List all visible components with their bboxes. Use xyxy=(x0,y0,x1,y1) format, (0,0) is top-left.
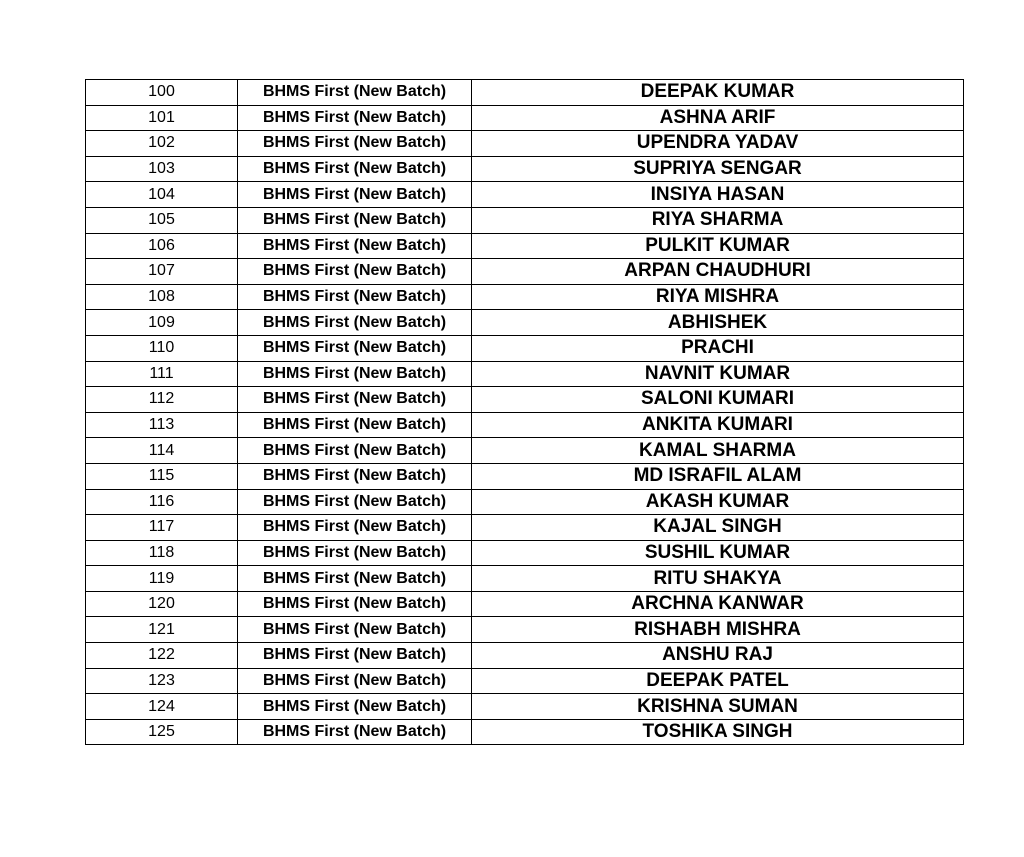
table-row xyxy=(86,361,964,387)
student-name-cell: KAJAL SINGH xyxy=(472,515,964,541)
table-row xyxy=(86,233,964,259)
serial-number-cell: 113 xyxy=(86,412,238,438)
student-name-cell: ASHNA ARIF xyxy=(472,105,964,131)
serial-number-cell: 102 xyxy=(86,131,238,157)
course-cell: BHMS First (New Batch) xyxy=(238,643,472,669)
table-row xyxy=(86,617,964,643)
table-row xyxy=(86,566,964,592)
course-cell: BHMS First (New Batch) xyxy=(238,694,472,720)
student-name-cell: ARCHNA KANWAR xyxy=(472,591,964,617)
course-cell: BHMS First (New Batch) xyxy=(238,335,472,361)
course-cell: BHMS First (New Batch) xyxy=(238,105,472,131)
course-cell: BHMS First (New Batch) xyxy=(238,387,472,413)
serial-number-cell: 100 xyxy=(86,80,238,106)
table-row xyxy=(86,259,964,285)
table-row xyxy=(86,643,964,669)
course-cell: BHMS First (New Batch) xyxy=(238,284,472,310)
student-name-cell: ARPAN CHAUDHURI xyxy=(472,259,964,285)
student-name-cell: RIYA SHARMA xyxy=(472,207,964,233)
table-row xyxy=(86,489,964,515)
course-cell: BHMS First (New Batch) xyxy=(238,131,472,157)
course-cell: BHMS First (New Batch) xyxy=(238,591,472,617)
table-row xyxy=(86,284,964,310)
table-row xyxy=(86,719,964,745)
course-cell: BHMS First (New Batch) xyxy=(238,463,472,489)
serial-number-cell: 120 xyxy=(86,591,238,617)
table-row xyxy=(86,156,964,182)
student-name-cell: ABHISHEK xyxy=(472,310,964,336)
course-cell: BHMS First (New Batch) xyxy=(238,719,472,745)
student-name-cell: KAMAL SHARMA xyxy=(472,438,964,464)
serial-number-cell: 111 xyxy=(86,361,238,387)
student-name-cell: SALONI KUMARI xyxy=(472,387,964,413)
course-cell: BHMS First (New Batch) xyxy=(238,207,472,233)
serial-number-cell: 112 xyxy=(86,387,238,413)
table-row xyxy=(86,182,964,208)
student-name-cell: TOSHIKA SINGH xyxy=(472,719,964,745)
student-name-cell: RIYA MISHRA xyxy=(472,284,964,310)
course-cell: BHMS First (New Batch) xyxy=(238,515,472,541)
table-row xyxy=(86,131,964,157)
student-name-cell: SUPRIYA SENGAR xyxy=(472,156,964,182)
course-cell: BHMS First (New Batch) xyxy=(238,540,472,566)
serial-number-cell: 105 xyxy=(86,207,238,233)
table-row xyxy=(86,463,964,489)
student-name-cell: ANKITA KUMARI xyxy=(472,412,964,438)
serial-number-cell: 110 xyxy=(86,335,238,361)
course-cell: BHMS First (New Batch) xyxy=(238,233,472,259)
serial-number-cell: 114 xyxy=(86,438,238,464)
table-row xyxy=(86,694,964,720)
serial-number-cell: 106 xyxy=(86,233,238,259)
student-name-cell: PRACHI xyxy=(472,335,964,361)
serial-number-cell: 107 xyxy=(86,259,238,285)
course-cell: BHMS First (New Batch) xyxy=(238,668,472,694)
student-name-cell: MD ISRAFIL ALAM xyxy=(472,463,964,489)
course-cell: BHMS First (New Batch) xyxy=(238,361,472,387)
student-name-cell: AKASH KUMAR xyxy=(472,489,964,515)
serial-number-cell: 108 xyxy=(86,284,238,310)
table-row xyxy=(86,335,964,361)
course-cell: BHMS First (New Batch) xyxy=(238,80,472,106)
serial-number-cell: 124 xyxy=(86,694,238,720)
serial-number-cell: 109 xyxy=(86,310,238,336)
course-cell: BHMS First (New Batch) xyxy=(238,438,472,464)
student-name-cell: DEEPAK PATEL xyxy=(472,668,964,694)
student-table-body xyxy=(86,80,964,745)
student-name-cell: ANSHU RAJ xyxy=(472,643,964,669)
serial-number-cell: 118 xyxy=(86,540,238,566)
serial-number-cell: 121 xyxy=(86,617,238,643)
serial-number-cell: 119 xyxy=(86,566,238,592)
course-cell: BHMS First (New Batch) xyxy=(238,259,472,285)
serial-number-cell: 122 xyxy=(86,643,238,669)
table-row xyxy=(86,310,964,336)
course-cell: BHMS First (New Batch) xyxy=(238,412,472,438)
serial-number-cell: 117 xyxy=(86,515,238,541)
table-row xyxy=(86,387,964,413)
student-name-cell: DEEPAK KUMAR xyxy=(472,80,964,106)
course-cell: BHMS First (New Batch) xyxy=(238,310,472,336)
serial-number-cell: 103 xyxy=(86,156,238,182)
student-name-cell: KRISHNA SUMAN xyxy=(472,694,964,720)
serial-number-cell: 104 xyxy=(86,182,238,208)
student-name-cell: INSIYA HASAN xyxy=(472,182,964,208)
course-cell: BHMS First (New Batch) xyxy=(238,617,472,643)
student-name-cell: NAVNIT KUMAR xyxy=(472,361,964,387)
student-name-cell: RISHABH MISHRA xyxy=(472,617,964,643)
student-name-cell: SUSHIL KUMAR xyxy=(472,540,964,566)
course-cell: BHMS First (New Batch) xyxy=(238,156,472,182)
table-row xyxy=(86,438,964,464)
table-row xyxy=(86,412,964,438)
table-row xyxy=(86,105,964,131)
serial-number-cell: 115 xyxy=(86,463,238,489)
serial-number-cell: 116 xyxy=(86,489,238,515)
serial-number-cell: 123 xyxy=(86,668,238,694)
course-cell: BHMS First (New Batch) xyxy=(238,489,472,515)
student-name-cell: UPENDRA YADAV xyxy=(472,131,964,157)
table-row xyxy=(86,591,964,617)
table-row xyxy=(86,515,964,541)
student-name-cell: RITU SHAKYA xyxy=(472,566,964,592)
course-cell: BHMS First (New Batch) xyxy=(238,566,472,592)
table-row xyxy=(86,668,964,694)
table-row xyxy=(86,207,964,233)
student-list-sheet xyxy=(85,79,963,745)
student-name-cell: PULKIT KUMAR xyxy=(472,233,964,259)
serial-number-cell: 125 xyxy=(86,719,238,745)
serial-number-cell: 101 xyxy=(86,105,238,131)
student-table xyxy=(85,79,964,745)
course-cell: BHMS First (New Batch) xyxy=(238,182,472,208)
table-row xyxy=(86,540,964,566)
table-row xyxy=(86,80,964,106)
